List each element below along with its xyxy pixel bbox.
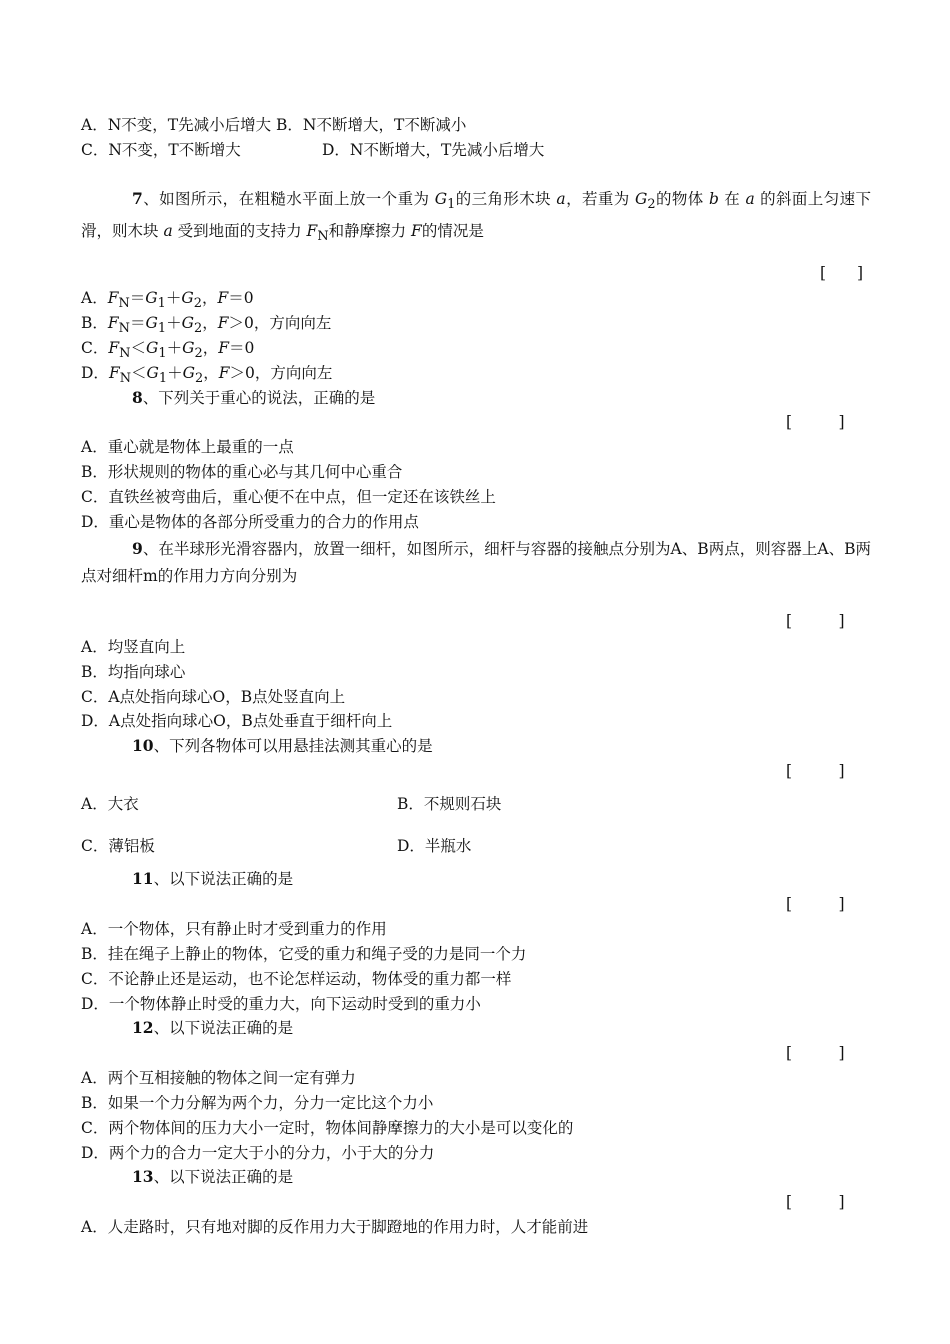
q13-option-a: A．人走路时，只有地对脚的反作用力大于脚蹬地的作用力时，人才能前进 [81,1218,589,1236]
q11-option-c: C．不论静止还是运动，也不论怎样运动，物体受的重力都一样 [81,970,512,988]
q10-answer-bracket: [ ] [786,762,845,780]
q12-answer-bracket: [ ] [786,1044,845,1062]
q8-option-b: B．形状规则的物体的重心必与其几何中心重合 [81,463,403,481]
q9-option-d: D．A点处指向球心O，B点处垂直于细杆向上 [81,712,393,730]
q11-text: 、以下说法正确的是 [153,870,294,888]
q7-answer-bracket: [ ] [820,264,864,282]
q7-option-b: B．$F_N=G_1+G_2$，F＞0，方向向左 [81,314,332,337]
q10-number: 10 [132,736,154,755]
q9-stem [81,535,871,590]
q11-answer-bracket: [ ] [786,895,845,913]
q6-option-ab: A．N不变，T先减小后增大 B．N不断增大，T不断减小 [81,116,467,134]
q13-number: 13 [132,1167,154,1186]
q10-option-b: B．不规则石块 [397,795,502,813]
q8-option-d: D．重心是物体的各部分所受重力的合力的作用点 [81,513,419,531]
q7-option-c: C．$F_N<G_1+G_2$，F＝0 [81,339,255,362]
q9-text: 、在半球形光滑容器内，放置一细杆，如图所示，细杆与容器的接触点分别为A、B两点，则容器上A、B两点对细杆m的作用力方向分别为 [81,540,871,585]
q12-stem [132,1017,293,1039]
q12-text: 、以下说法正确的是 [153,1019,294,1037]
q8-number: 8 [132,388,143,407]
q8-option-c: C．直铁丝被弯曲后，重心便不在中点，但一定还在该铁丝上 [81,488,496,506]
q13-stem [132,1166,293,1188]
q8-answer-bracket: [ ] [786,413,845,431]
q7-option-d: D．$F_N<G_1+G_2$，F＞0，方向向左 [81,364,333,387]
q7-number: 7 [132,189,143,208]
q9-option-c: C．A点处指向球心O，B点处竖直向上 [81,688,346,706]
q8-stem [132,387,375,409]
q8-text: 、下列关于重心的说法，正确的是 [142,389,376,407]
q7-option-a: A．$F_N=G_1+G_2$，F＝0 [81,289,254,312]
q7-text: 、如图所示，在粗糙水平面上放一个重为 $G_1$的三角形木块 a，若重为 $G_2$的物体 b 在 a 的斜面上匀速下滑，则木块 a 受到地面的支持力 $F_N$和静摩擦力 F的情况是 [81,190,871,245]
q13-text: 、以下说法正确的是 [153,1168,294,1186]
q10-text: 、下列各物体可以用悬挂法测其重心的是 [153,737,433,755]
q10-option-a: A．大衣 [81,795,139,813]
q11-option-b: B．挂在绳子上静止的物体，它受的重力和绳子受的力是同一个力 [81,945,527,963]
q13-answer-bracket: [ ] [786,1193,845,1211]
q9-option-a: A．均竖直向上 [81,638,186,656]
q6-option-d: D．N不断增大，T先减小后增大 [322,141,545,159]
q9-option-b: B．均指向球心 [81,663,186,681]
q11-stem [132,868,293,890]
q12-option-b: B．如果一个力分解为两个力，分力一定比这个力小 [81,1094,434,1112]
q10-option-c: C．薄铝板 [81,837,155,855]
q10-option-d: D．半瓶水 [397,837,472,855]
q11-option-a: A．一个物体，只有静止时才受到重力的作用 [81,920,387,938]
q9-answer-bracket: [ ] [786,612,845,630]
q12-number: 12 [132,1018,154,1037]
q10-stem [132,735,433,757]
q6-option-c: C．N不变，T不断增大 [81,141,241,159]
q12-option-d: D．两个力的合力一定大于小的分力，小于大的分力 [81,1144,435,1162]
q7-stem [81,185,871,250]
q8-option-a: A．重心就是物体上最重的一点 [81,438,294,456]
q9-number: 9 [132,539,143,558]
q11-option-d: D．一个物体静止时受的重力大，向下运动时受到的重力小 [81,995,481,1013]
q11-number: 11 [132,869,154,888]
q12-option-a: A．两个互相接触的物体之间一定有弹力 [81,1069,356,1087]
q12-option-c: C．两个物体间的压力大小一定时，物体间静摩擦力的大小是可以变化的 [81,1119,574,1137]
